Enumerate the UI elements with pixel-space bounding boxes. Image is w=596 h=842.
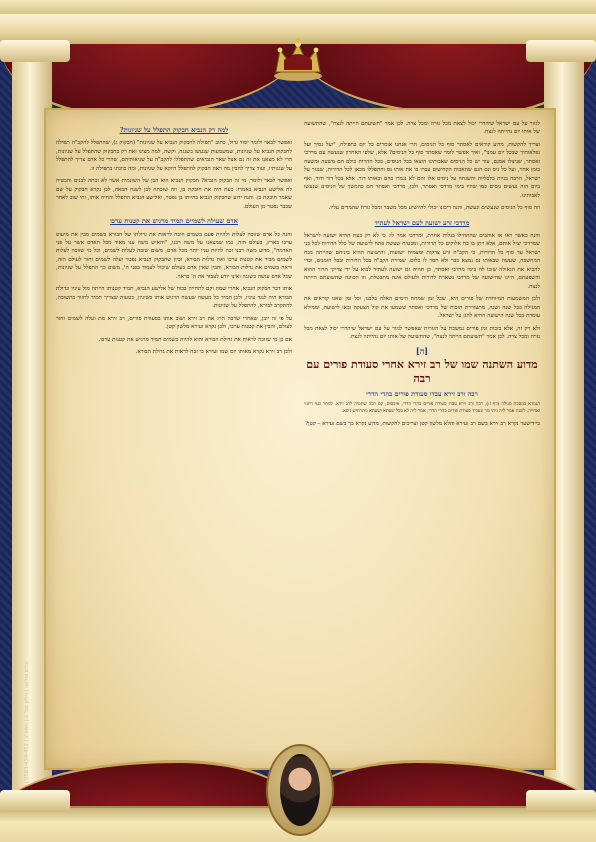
section-heading: אדם שעולה לשמיים תמיד מרגיש את קטנות ערכו: [110, 217, 238, 226]
side-strip: [22, 470, 36, 810]
section-tag: [ה]: [415, 346, 429, 357]
side-strip-text: עולם ומלואו | גיליון מס' 2 | תשפ"ג | 0583-434-452 |: [24, 661, 30, 784]
paragraph: ולכן המשמעות המיוחדת של פורים היא, שכל זמן שמחת הימים האלה בלבנו, וכל זמן שאנו קוראים את המגילה בכל שנה ושנה, מתעוררת הזכות של מרדכי ואסתר ששמעו את קול הצעקה ובאו לישועה, וממילא עומדת בכל שנה הישועה ההיא להגן על ישראל.: [304, 296, 540, 320]
paragraph: ולכן רב זירא נקרא מאותו יום שמו זעירא כי זכה לראות את גדולת הבורא.: [135, 348, 292, 355]
article-title: מדוע השתנה שמו של רב זירא אחרי סעודת פורים עם רבה: [306, 357, 538, 385]
left-base: [0, 790, 70, 812]
top-band: [0, 0, 596, 14]
paragraph: ואפשר לבאר ולומר יסוד גדול, כתוב "תפילה לחבקוק הנביא על שגיונות" (חבקוק ג), שהתפלל להקב"ה תפילה לחבקוק הנביא על שגיונות, שמשמעות שנעשו בשגגה, וקשה, למה מצינו זאת רק בחבקוק שהתפלל על שגיונות, הרי לא מצאנו את זה גם אצל שאר הנביאים שהתפללו להקב"ה על שגיאותיהם, שהרי כל אדם צריך להתפלל על שגגותיו, ועוד צריך להבין מה ראה חבקוק להתפלל דווקא על שגיונות, ומה כוונתו בתפילה זו.: [56, 140, 292, 172]
article-subtitle: רבה ורב זירא עבדו סעודת פורים בהדי הדדי: [366, 389, 478, 398]
left-text-column: [56, 120, 292, 360]
section-heading: מרדכי זרע ישועה לעם ישראל לעתיד: [374, 218, 470, 227]
right-text-column: [304, 120, 540, 432]
paragraph: והנה כאשר ראו אז אוהבים שהתחילו בגלות אחרת, ומרדכי אמר לו: כי לא רק בעת ההיא ישועה לישראל שמרדכי יציל אותם, אלא ויתן בו כח אלוקים כל הדורות, ומבטיח שעשה פתח לישועה של כלל הדורות לכל בני ישראל עד סוף כל הדורות, כי הקב"ה זרע צדקות ומצמיח ישועות, והישועה ההיא ביניהם שהייתה בכח המחשבה, שעשה שבאותו נס נמצא כבר ולא חסר לו כלום. שמירת הקב"ה בכל הדורות ובכל הזמנים, וכדי להביא את הגאולה שזכו לה בימי מרדכי ואסתר, כן תהיה גם ישועה לעתיד לבוא על ידי צדיקי הדור ההוא והשפעתם, היינו שהישועה של מרדכי נשארת לדורות ולעולם אינה מתבטלת, וזו הכוונה שתשועתם הייתה לנצח.: [304, 232, 540, 290]
paragraph: לגזור על עם ישראל שיהדרי יכול לצאת מכל גזרה ומכל צרה. לכן אמר "תשועתם הייתה לנצח", שהתשועה של אותו יום נהייתה לנצח.: [304, 121, 540, 136]
right-base: [526, 790, 596, 812]
paragraph: ואפשר לבאר ולומר, מי זה חבקוק הנביא? חבקוק הנביא הוא הבן של השונמית אשר לא זכתה לבנים והבטיח לה אלישע הנביא באמרו: כעת חיה את חובקת בן, וזה שזכתה לבן לשנה הבאה, לכן נקרא חבקוק על שם שאמר חובקת בן. והנה ידוע שחבקוק הנביא בהיותו בן נפטר, ואלישע הנביא התפלל והחיה אותו, וחי שוב לאחר שכבר נפטר מן העולם.: [56, 178, 292, 210]
rabbi-portrait: [266, 744, 334, 836]
right-capital: [526, 40, 596, 62]
paragraph: ביידישער נקרא רב זירא בשם רב זעירא והלא מלשון קטן וצריכים להקשות, מדוע נקרא כך בשם זעירא – קטן?: [305, 420, 540, 427]
portrait-image: [280, 754, 320, 826]
section-heading: למה רק הנביא חבקוק התפלל על שגיונות?: [119, 126, 229, 134]
paragraph: על פי זה יובן, שאחרי שרבה הרג את רב זירא ושוב אותו בסעודת פורים, רב זירא מת ועלה לשמים וחזר לעולם, והבין את קטנות ערכו, ולכן נקרא זעירא מלשון קטן.: [56, 315, 292, 331]
crown-icon: [270, 38, 326, 82]
paragraph: וזה סוף כל הניסים שנעשים ונעשה, והנה ריבונו יכולי להיושיע מכל משבר ומכל גזרה שהמדים עליו.: [328, 205, 540, 212]
left-capital: [0, 40, 70, 62]
paragraph: הגמרא במסכת מגילה (דף ז:), רבה ורב זירא עבדו סעודת פורים בהדי הדדי, איבסום, קם רבה שחטיה לרב זירא. למחר בעי רחמי ואחייה. לשנה אמר ליה ניתי מר ונעביד סעודת פורים בהדי הדדי, אמר ליה לא בכל שעתא ושעתא מתרחיש ניסא.: [304, 402, 540, 414]
paragraph: אם כן מי שזוכה לראות את גדולת הבורא והוא להיות בשמים תמיד מרגיש את קטנות ערכו.: [98, 336, 292, 343]
paragraph: אותו דבר חבקוק הנביא, אחרי שמת וקם לתחייה בכוח של אלישע הנביא, תמיד קטנותו הייתה מול עיניו וגדולת הבורא היה לנגד עיניו, ולכן תמיד כל מעשה שעשה הרגיש אותו כשיגיון, כטעות שצריך תמיד לחזור בתשובה, להתקרב לבורא, להתפלל על שגיונות.: [56, 286, 292, 310]
paragraph: ולא רק זה, אלא בזכות זמן פורים נמשכת על הגזרות שאפשר לגזור על עם ישראל שיהדרי יכול לצאת מכל גזרה ומכל צרה. לכן אמר "תשועתם הייתה לנצח", שהתשועה של אותו יום נהייתה לנצח.: [304, 325, 540, 340]
paragraph: והנה כל אדם שזוכה לעלות ולהיות פעם בשמים וזוכה לראות את גדולתו של הבורא בשמים מבין את מיעוט ערכו בארץ, בעולם הזה, כמו שמצאנו על משה רבנו, "והאיש משה ענו מאוד מכל האדם אשר על פני האדמה", מדוע משה רבנו זכה להיות עניו יותר מכל אדם, משום שזכה לעלות לשמים, וכל מי שזוכה לעלות לשמים מכיר את קטנות ערכו ואת גדלות הבורא, וכיון שחבקוק הנביא נפטר ועלה לשמים וחזר לעולם הזה, וראה בשמים את גדלות הבורא, והבין שאין אדם בעולם שיכול לעמוד בפני ה', משום כך התפלל על שגיונות, שכל אדם עושה בשגגה ואינו יודע לעבוד את ה' כראוי.: [56, 231, 292, 280]
paragraph: וצריך להקשות, מדוע קוראים לאסתר סוף כל הניסים, הרי אנחנו אומרים כל יום בתפילה, "ועל נסיך ועל נפלאותיך שבכל יום עמנו", ואיך אפשר לומר שאסתר סוף כל הניסים? אלא, שלפי האחרון שנעשה עם מרדכי ואסתר, שניצלו אמנם, עוד יש כל הניסים שאבותינו הוצאו בכל הניסים, בכל ההרות כולם הם משעה ומשעה בזמן אחר, ועל כל ניס ונס הגם שהאבות הקדושים עברו בו את אותו נס והתפללו מכאן לכל הדורות, שנגזר על ישראל, הרבה בניות כלכליות והשגחה על ניסים אלו והם לא נגמרו בהם ובאותו דור. אלא בכל דור ודור, ואף ביום הזה נעשים ניסים כמו שהיו בימי מרדכי ואסתר, ולכן, מרדכי ואסתר הם כהמשך של הניסים שנעשו לאבותינו.: [304, 141, 540, 199]
